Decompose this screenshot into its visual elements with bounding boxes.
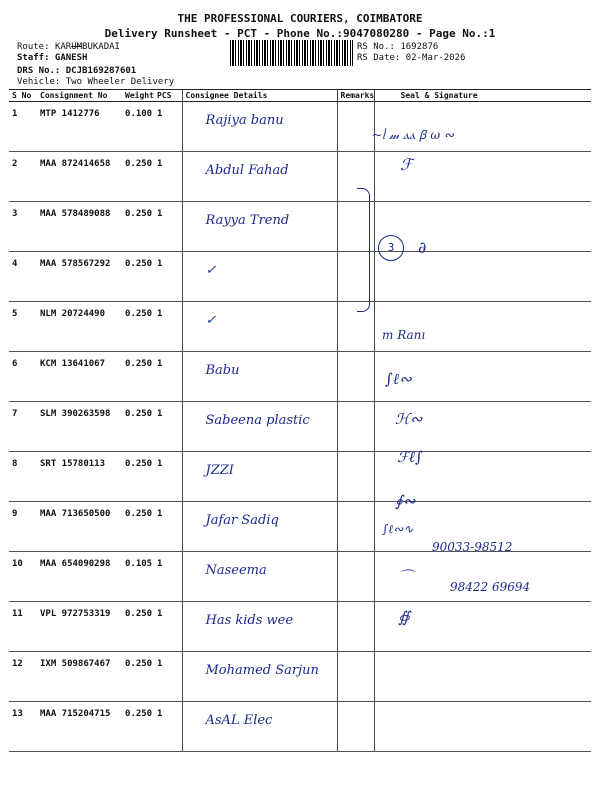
table-row bbox=[9, 652, 591, 702]
row-pcs-text: 1 bbox=[157, 209, 163, 219]
table-header-row bbox=[9, 90, 591, 102]
row-weight-text: 0.250 bbox=[125, 509, 153, 519]
row-consignee bbox=[182, 102, 337, 152]
row-consignment-no-text: MAA 713650500 bbox=[40, 509, 111, 519]
row-consignee bbox=[182, 502, 337, 552]
row-sno-text: 13 bbox=[12, 709, 23, 719]
rs-number: RS No.: 1692876 bbox=[357, 42, 439, 52]
row-consignment-no-text: MAA 654090298 bbox=[40, 559, 111, 569]
row-consignment-no bbox=[37, 552, 122, 602]
row-sno bbox=[9, 502, 37, 552]
row-consignee bbox=[182, 252, 337, 302]
row-remarks bbox=[337, 652, 374, 702]
signature-row-10: ∮∾ bbox=[395, 492, 416, 510]
table-row bbox=[9, 102, 591, 152]
row-consignee bbox=[182, 602, 337, 652]
row-pcs-text: 1 bbox=[157, 659, 163, 669]
row-consignee-text: Abdul Fahad bbox=[205, 163, 289, 178]
row-sno-text: 10 bbox=[12, 559, 23, 569]
row-consignee-text: Has kids wee bbox=[205, 613, 294, 628]
row-consignee-text: Babu bbox=[205, 363, 240, 378]
row-consignment-no bbox=[37, 252, 122, 302]
row-consignment-no bbox=[37, 602, 122, 652]
row-sno-text: 12 bbox=[12, 659, 23, 669]
row-consignee bbox=[182, 352, 337, 402]
row-pcs bbox=[154, 352, 182, 402]
row-consignment-no bbox=[37, 202, 122, 252]
signature-mark-3-5: ∂ bbox=[418, 238, 427, 257]
row-sno-text: 7 bbox=[12, 409, 18, 419]
row-weight-text: 0.250 bbox=[125, 309, 153, 319]
vehicle-line: Vehicle: Two Wheeler Delivery bbox=[17, 77, 175, 87]
row-sno-text: 2 bbox=[12, 159, 18, 169]
row-pcs bbox=[154, 252, 182, 302]
row-remarks bbox=[337, 352, 374, 402]
row-pcs bbox=[154, 302, 182, 352]
signature-row-13: ∯ bbox=[398, 608, 410, 626]
circled-count: 3 bbox=[378, 235, 404, 261]
row-consignment-no-text: SRT 15780113 bbox=[40, 459, 106, 469]
row-consignee-text: ✓ bbox=[205, 263, 217, 278]
signature-row-12: ⌒ bbox=[398, 568, 414, 586]
staff-line: Staff: GANESH bbox=[17, 53, 88, 63]
row-consignee bbox=[182, 702, 337, 752]
row-pcs bbox=[154, 652, 182, 702]
col-consignment: Consignment No bbox=[37, 90, 122, 102]
row-consignee bbox=[182, 152, 337, 202]
table-row bbox=[9, 252, 591, 302]
row-pcs bbox=[154, 702, 182, 752]
row-sno-text: 3 bbox=[12, 209, 18, 219]
signature-row-7: ∫ℓ∾ bbox=[385, 370, 412, 388]
row-weight bbox=[122, 452, 154, 502]
row-weight bbox=[122, 402, 154, 452]
row-consignment-no bbox=[37, 152, 122, 202]
row-pcs-text: 1 bbox=[157, 609, 163, 619]
runsheet-subtitle: Delivery Runsheet - PCT - Phone No.:9047080280 - Page No.:1 bbox=[104, 27, 496, 40]
row-sno-text: 8 bbox=[12, 459, 18, 469]
row-consignment-no bbox=[37, 652, 122, 702]
row-sno bbox=[9, 552, 37, 602]
row-seal-signature bbox=[374, 702, 591, 752]
row-pcs bbox=[154, 452, 182, 502]
row-remarks bbox=[337, 102, 374, 152]
row-consignment-no-text: VPL 972753319 bbox=[40, 609, 111, 619]
route-struck-part: UM bbox=[71, 42, 83, 52]
row-consignee-text: Sabeena plastic bbox=[205, 413, 310, 428]
row-consignment-no-text: MAA 578567292 bbox=[40, 259, 111, 269]
row-pcs bbox=[154, 502, 182, 552]
row-consignment-no bbox=[37, 102, 122, 152]
row-consignee-text: Mohamed Sarjun bbox=[205, 663, 319, 678]
row-sno-text: 11 bbox=[12, 609, 23, 619]
row-consignee bbox=[182, 652, 337, 702]
row-pcs bbox=[154, 102, 182, 152]
row-sno bbox=[9, 352, 37, 402]
row-weight-text: 0.250 bbox=[125, 609, 153, 619]
runsheet-table bbox=[9, 89, 591, 752]
row-remarks bbox=[337, 302, 374, 352]
drs-number: DRS No.: DCJB169287601 bbox=[17, 66, 137, 76]
row-weight-text: 0.250 bbox=[125, 259, 153, 269]
table-row bbox=[9, 402, 591, 452]
row-consignment-no-text: SLM 390263598 bbox=[40, 409, 111, 419]
row-weight-text: 0.250 bbox=[125, 709, 153, 719]
phone-row-11: 90033-98512 bbox=[432, 540, 513, 554]
row-sno-text: 1 bbox=[12, 109, 18, 119]
row-consignee bbox=[182, 402, 337, 452]
row-remarks bbox=[337, 452, 374, 502]
row-weight bbox=[122, 252, 154, 302]
signature-row-6: m Ranı bbox=[382, 328, 426, 342]
row-pcs-text: 1 bbox=[157, 109, 163, 119]
row-seal-signature bbox=[374, 252, 591, 302]
row-weight bbox=[122, 552, 154, 602]
row-consignee-text: AsAL Elec bbox=[205, 713, 273, 728]
row-pcs-text: 1 bbox=[157, 359, 163, 369]
row-weight-text: 0.250 bbox=[125, 409, 153, 419]
row-weight-text: 0.250 bbox=[125, 209, 153, 219]
col-pcs: PCS bbox=[154, 90, 182, 102]
row-pcs-text: 1 bbox=[157, 159, 163, 169]
col-sno: S No bbox=[9, 90, 37, 102]
col-weight: Weight bbox=[122, 90, 154, 102]
row-sno bbox=[9, 602, 37, 652]
row-remarks bbox=[337, 502, 374, 552]
row-consignee bbox=[182, 552, 337, 602]
row-pcs bbox=[154, 602, 182, 652]
row-weight bbox=[122, 352, 154, 402]
row-consignee bbox=[182, 202, 337, 252]
table-row bbox=[9, 602, 591, 652]
row-consignee-text: Rayya Trend bbox=[205, 213, 290, 228]
row-consignment-no bbox=[37, 402, 122, 452]
col-remarks: Remarks bbox=[337, 90, 374, 102]
row-consignment-no bbox=[37, 352, 122, 402]
runsheet-title: THE PROFESSIONAL COURIERS, COIMBATORE bbox=[177, 12, 423, 25]
row-pcs-text: 1 bbox=[157, 709, 163, 719]
row-consignment-no-text: MTP 1412776 bbox=[40, 109, 100, 119]
row-pcs-text: 1 bbox=[157, 259, 163, 269]
row-consignment-no-text: KCM 13641067 bbox=[40, 359, 106, 369]
row-weight-text: 0.250 bbox=[125, 359, 153, 369]
row-consignment-no bbox=[37, 302, 122, 352]
row-weight-text: 0.250 bbox=[125, 659, 153, 669]
row-pcs bbox=[154, 402, 182, 452]
signature-row-1: ~ᥣ 𝓂 ⲁⲁ ꞵ ω ∾ bbox=[372, 128, 454, 142]
table-row bbox=[9, 202, 591, 252]
row-weight bbox=[122, 102, 154, 152]
barcode bbox=[230, 40, 353, 66]
table-row bbox=[9, 452, 591, 502]
row-pcs-text: 1 bbox=[157, 509, 163, 519]
row-consignment-no-text: IXM 509867467 bbox=[40, 659, 111, 669]
row-sno bbox=[9, 202, 37, 252]
row-consignment-no bbox=[37, 702, 122, 752]
route-line bbox=[17, 42, 120, 53]
signature-row-8: ℋ∾ bbox=[395, 410, 423, 428]
signature-row-2: ℱ bbox=[400, 155, 413, 174]
rs-date: RS Date: 02-Mar-2026 bbox=[357, 53, 466, 63]
table-row bbox=[9, 302, 591, 352]
row-remarks bbox=[337, 552, 374, 602]
table-row bbox=[9, 152, 591, 202]
row-consignment-no bbox=[37, 452, 122, 502]
row-remarks bbox=[337, 402, 374, 452]
row-consignee-text: JZZI bbox=[205, 463, 234, 478]
row-consignment-no-text: MAA 872414658 bbox=[40, 159, 111, 169]
row-consignee bbox=[182, 302, 337, 352]
row-consignee-text: Rajiya banu bbox=[205, 113, 284, 128]
row-sno bbox=[9, 652, 37, 702]
col-seal-signature: Seal & Signature bbox=[374, 90, 591, 102]
row-weight bbox=[122, 302, 154, 352]
row-consignment-no bbox=[37, 502, 122, 552]
row-pcs-text: 1 bbox=[157, 309, 163, 319]
row-weight bbox=[122, 602, 154, 652]
row-consignee-text: Jafar Sadiq bbox=[205, 513, 279, 528]
row-sno bbox=[9, 452, 37, 502]
col-consignee: Consignee Details bbox=[182, 90, 337, 102]
row-sno bbox=[9, 302, 37, 352]
route-part-a: KAR bbox=[54, 42, 72, 52]
row-pcs-text: 1 bbox=[157, 559, 163, 569]
row-pcs bbox=[154, 552, 182, 602]
row-seal-signature bbox=[374, 202, 591, 252]
table-row bbox=[9, 552, 591, 602]
table-row bbox=[9, 702, 591, 752]
grouping-bracket bbox=[357, 188, 370, 312]
row-sno bbox=[9, 252, 37, 302]
row-consignment-no-text: MAA 578489088 bbox=[40, 209, 111, 219]
row-pcs bbox=[154, 152, 182, 202]
row-consignee-text: Naseema bbox=[205, 563, 267, 578]
row-remarks bbox=[337, 702, 374, 752]
row-sno-text: 5 bbox=[12, 309, 18, 319]
row-weight bbox=[122, 152, 154, 202]
row-sno bbox=[9, 152, 37, 202]
row-weight bbox=[122, 702, 154, 752]
row-seal-signature bbox=[374, 302, 591, 352]
row-pcs-text: 1 bbox=[157, 459, 163, 469]
row-consignment-no-text: MAA 715204715 bbox=[40, 709, 111, 719]
signature-row-9: ℱℓ∫ bbox=[397, 448, 423, 466]
row-pcs bbox=[154, 202, 182, 252]
row-sno bbox=[9, 702, 37, 752]
row-consignee-text: ✓ bbox=[205, 313, 217, 328]
row-weight bbox=[122, 502, 154, 552]
row-weight-text: 0.250 bbox=[125, 459, 153, 469]
row-weight bbox=[122, 202, 154, 252]
row-sno bbox=[9, 102, 37, 152]
route-label: Route: bbox=[17, 42, 50, 52]
row-pcs-text: 1 bbox=[157, 409, 163, 419]
row-consignment-no-text: NLM 20724490 bbox=[40, 309, 106, 319]
row-remarks bbox=[337, 602, 374, 652]
row-weight-text: 0.105 bbox=[125, 559, 153, 569]
row-sno-text: 4 bbox=[12, 259, 18, 269]
row-sno-text: 9 bbox=[12, 509, 18, 519]
row-weight-text: 0.100 bbox=[125, 109, 153, 119]
signature-row-11: ∫ℓ∾∿ bbox=[382, 522, 414, 536]
row-sno-text: 6 bbox=[12, 359, 18, 369]
table-row bbox=[9, 352, 591, 402]
phone-row-12: 98422 69694 bbox=[450, 580, 531, 594]
row-weight bbox=[122, 652, 154, 702]
row-weight-text: 0.250 bbox=[125, 159, 153, 169]
route-part-b: BUKADAI bbox=[82, 42, 120, 52]
row-consignee bbox=[182, 452, 337, 502]
row-sno bbox=[9, 402, 37, 452]
row-seal-signature bbox=[374, 652, 591, 702]
